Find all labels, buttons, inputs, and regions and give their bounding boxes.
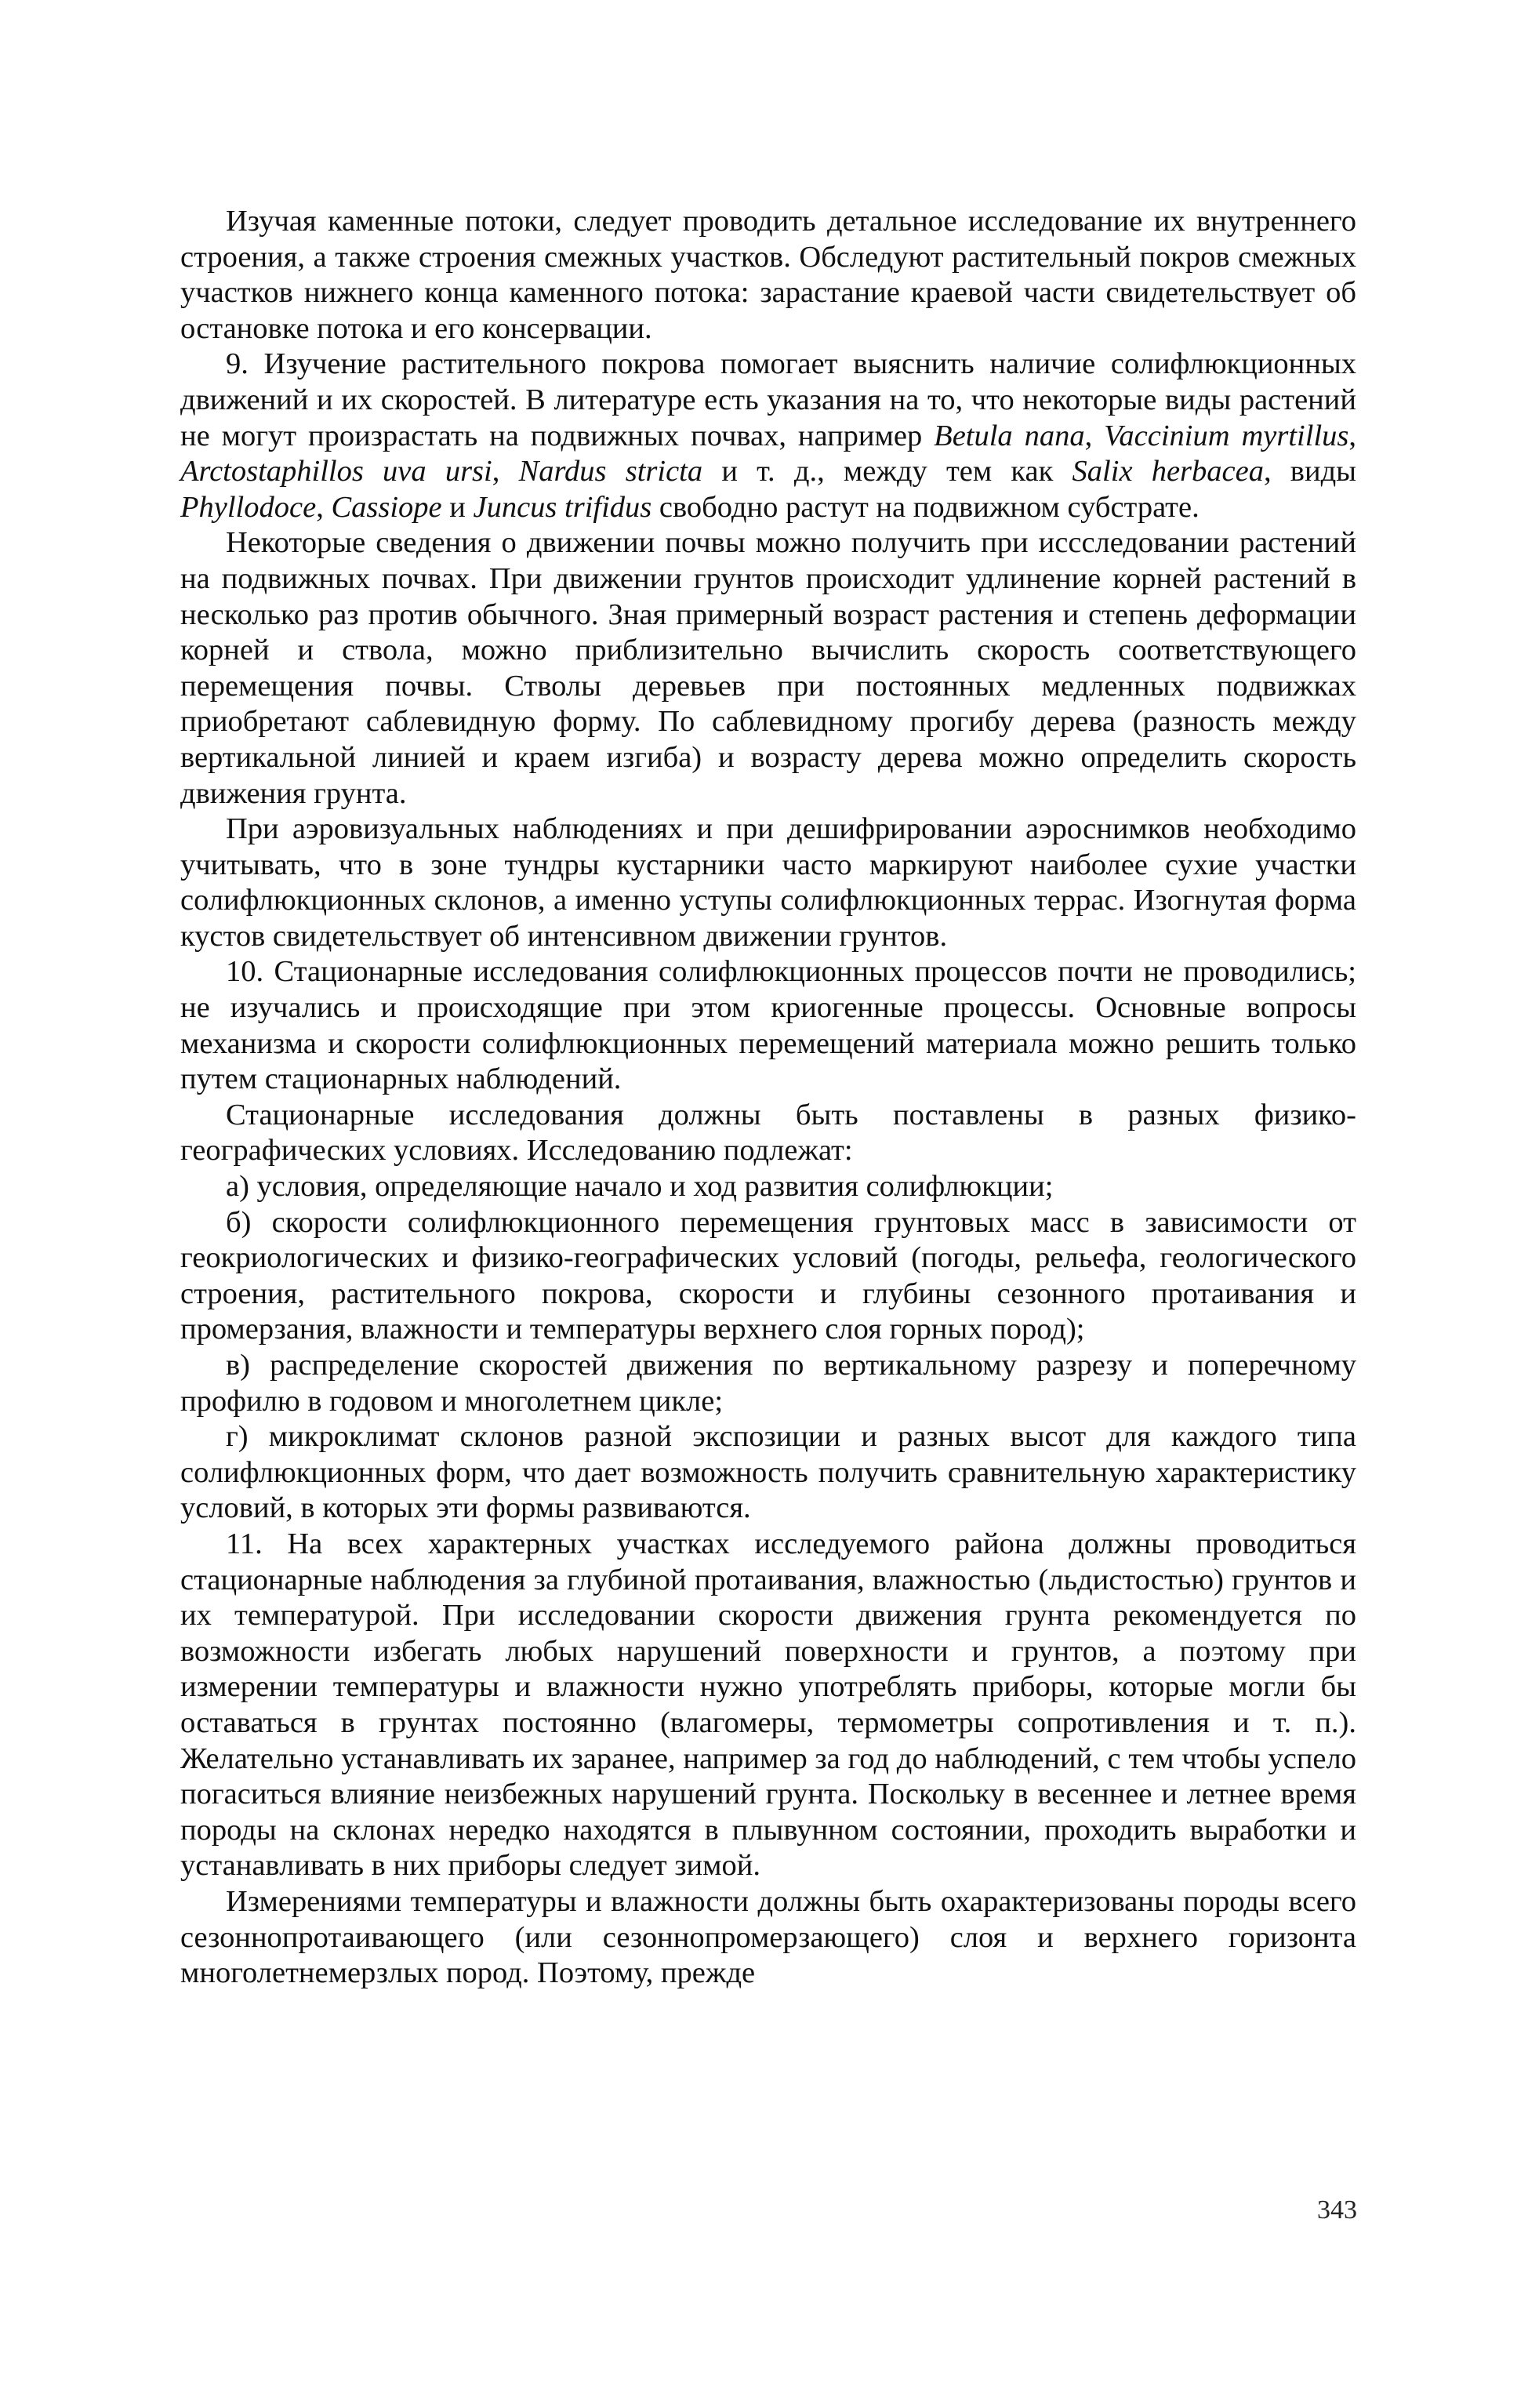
list-item-g [180,1419,1356,1527]
text-segment: , виды [1263,455,1357,489]
paragraph-soil-movement [180,525,1356,812]
text-segment: При аэровизуальных наблюдениях и при дешифрировании аэроснимков необходимо учитывать, что в зоне тундры кустарники часто маркируют наиболее сухие участки солифлюкционных склонов, а именно уступы солифлюкционных террас. Изогнутая форма кустов свидетельствует об интенсивном движении грунтов. [180,812,1356,953]
paragraph-stone-flows [180,204,1356,347]
text-segment: б) скорости солифлюкционного перемещения грунтовых масс в зависимости от геокриологических и физико-географических условий (погоды, рельефа, геологического строения, растительного покрова, скорости и глубины сезонного протаивания и промерзания, влажности и температуры верхнего слоя горных пород); [180,1205,1356,1346]
text-segment: 9. Изучение растительного покрова помогает выяснить наличие солифлюкционных движений и их скоростей. В литературе есть указания на то, что некоторые виды растений не могут произрастать на подвижных почвах, например [180,347,1356,452]
text-segment: г) микроклимат склонов разной экспозиции и разных высот для каждого типа солифлюкционных форм, что дает возможность получить сравнительную характеристику условий, в которых эти формы развиваются. [180,1420,1356,1525]
text-segment: в) распределение скоростей движения по вертикальному разрезу и поперечному профилю в годовом и многолетнем цикле; [180,1349,1356,1418]
species-name: Phyllodoce [180,490,317,524]
text-segment: Изучая каменные потоки, следует проводить детальное исследование их внутреннего строения, а также строения смежных участков. Обследуют растительный покров смежных участков нижнего конца каменного потока: зарастание краевой части свидетельствует об остановке потока и его консервации. [180,205,1356,345]
text-segment: и [441,490,474,524]
list-item-v [180,1348,1356,1419]
paragraph-measurements [180,1884,1356,1992]
species-name: Arctostaphillos uva ursi [180,455,492,489]
text-segment: 10. Стационарные исследования солифлюкционных процессов почти не проводились; не изучались и происходящие при этом криогенные процессы. Основные вопросы механизма и скорости солифлюкционных перемещений материала можно решить только путем стационарных наблюдений. [180,955,1356,1096]
species-name: Juncus trifidus [473,490,652,524]
text-segment: Измерениями температуры и влажности должны быть охарактеризованы породы всего сезоннопротаивающего (или сезоннопромерзающего) слоя и верхнего горизонта многолетнемерзлых пород. Поэтому, прежде [180,1884,1356,1990]
paragraph-10-stationary [180,954,1356,1097]
species-name: Cassiope [331,490,442,524]
text-segment: , [492,455,519,489]
paragraph-11-observations [180,1527,1356,1884]
text-segment: Стационарные исследования должны быть поставлены в разных физико-географических условиях. Исследованию подлежат: [180,1098,1356,1168]
text-segment: и т. д., между тем как [702,455,1073,489]
paragraph-stationary-conditions [180,1098,1356,1169]
text-segment: Некоторые сведения о движении почвы можно получить при иссследовании растений на подвижных почвах. При движении грунтов происходит удлинение корней растений в несколько раз против обычного. Зная примерный возраст растения и степень деформации корней и ствола, можно приблизительно вычислить скорость соответствующего перемещения почвы. Стволы деревьев при постоянных медленных подвижках приобретают саблевидную форму. По саблевидному прогибу дерева (разность между вертикальной линией и краем изгиба) и возрасту дерева можно определить скорость движения грунта. [180,526,1356,810]
species-name: Salix herbacea [1072,455,1264,489]
list-item-a [180,1169,1356,1205]
species-name: Betula nana [934,419,1085,452]
page-number: 343 [1317,2196,1357,2225]
text-segment: , [316,490,332,524]
species-name: Nardus stricta [518,455,703,489]
text-segment: , [1348,419,1356,452]
species-name: Vaccinium myrtillus [1104,419,1349,452]
text-segment: а) условия, определяющие начало и ход развития солифлюкции; [226,1170,1054,1204]
text-segment: , [1084,419,1105,452]
list-item-b [180,1205,1356,1348]
text-segment: свободно растут на подвижном субстрате. [651,490,1200,524]
paragraph-9-vegetation [180,347,1356,525]
page-body [180,204,1356,1992]
paragraph-aerial-observation [180,812,1356,954]
text-segment: 11. На всех характерных участках исследуемого района должны проводиться стационарные наблюдения за глубиной протаивания, влажностью (льдистостью) грунтов и их температурой. При исследовании скорости движения грунта рекомендуется по возможности избегать любых нарушений поверхности и грунтов, а поэтому при измерении температуры и влажности нужно употреблять приборы, которые могли бы оставаться в грунтах постоянно (влагомеры, термометры сопротивления и т. п.). Желательно устанавливать их заранее, например за год до наблюдений, с тем чтобы успело погаситься влияние неизбежных нарушений грунта. Поскольку в весеннее и летнее время породы на склонах нередко находятся в плывунном состоянии, проходить выработки и устанавливать в них приборы следует зимой. [180,1527,1356,1883]
